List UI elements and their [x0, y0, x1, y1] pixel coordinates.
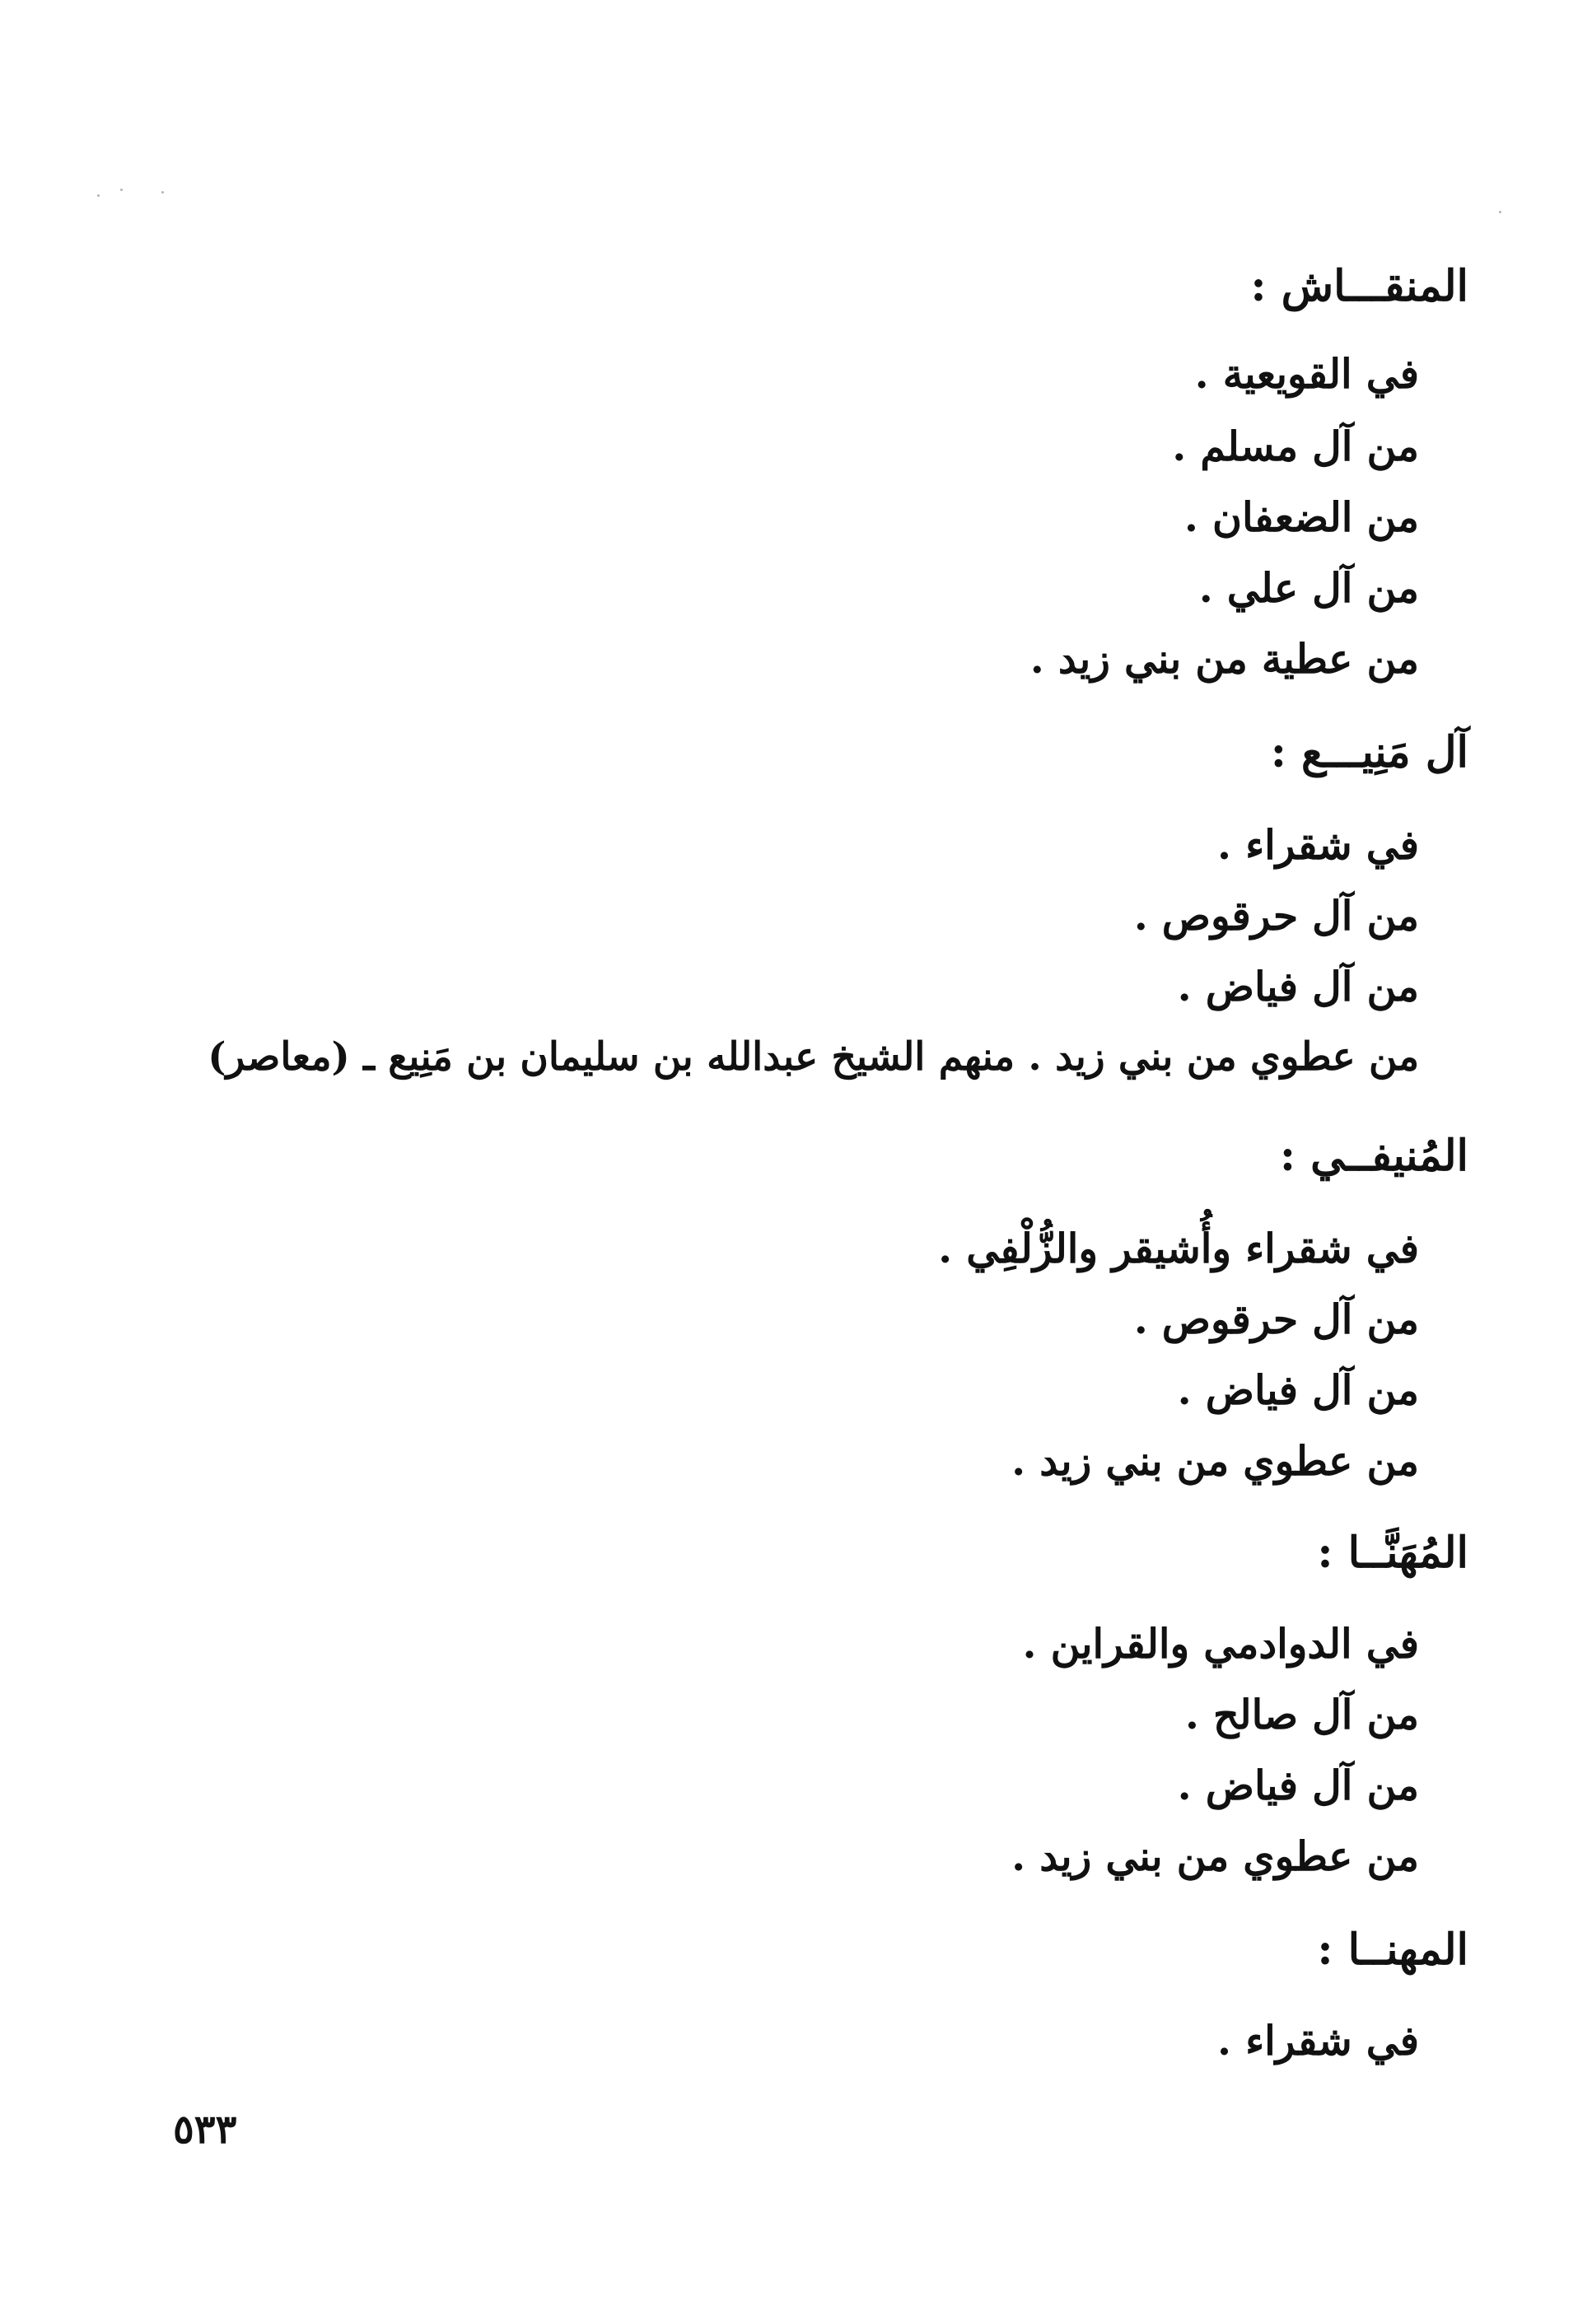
section-line: من الضعفان . — [1183, 493, 1419, 541]
scan-speck — [97, 194, 100, 197]
section-line: من عطية من بني زيد . — [1029, 635, 1419, 683]
section-line: من آل فياض . — [1177, 1366, 1419, 1414]
section-line: من آل علي . — [1198, 564, 1419, 612]
section-title-al-mani: آل مَنِيـــع : — [1270, 727, 1468, 777]
section-line: في الدوادمي والقراين . — [1022, 1620, 1419, 1668]
section-line: من عطوي من بني زيد . منهم الشيخ عبدالله بن سليمان بن مَنِيع ـ (معاصر) — [208, 1034, 1419, 1080]
scan-speck — [1499, 211, 1501, 213]
section-line: من آل صالح . — [1184, 1691, 1419, 1738]
section-title-manqash: المنقـــاش : — [1250, 261, 1468, 311]
section-line: في شقراء . — [1217, 2017, 1419, 2065]
section-line: في شقراء . — [1217, 821, 1419, 869]
scan-speck — [161, 191, 164, 194]
section-line: في شقراء وأُشيقر والزُّلْفِي . — [938, 1225, 1419, 1272]
section-title-muhana: المهنــا : — [1317, 1925, 1468, 1975]
scan-speck — [120, 189, 123, 191]
section-line: من آل حرقوص . — [1133, 892, 1419, 940]
section-line: من عطوي من بني زيد . — [1011, 1437, 1419, 1485]
section-line: من آل حرقوص . — [1133, 1295, 1419, 1343]
section-title-muhanna: المُهَنَّــا : — [1317, 1528, 1468, 1578]
section-line: في القويعية . — [1194, 350, 1419, 398]
section-line: من آل فياض . — [1177, 1762, 1419, 1809]
section-line: من آل فياض . — [1177, 963, 1419, 1010]
section-line: من آل مسلم . — [1172, 422, 1419, 470]
section-line: من عطوي من بني زيد . — [1011, 1832, 1419, 1880]
page-number: ٥٣٣ — [173, 2107, 237, 2153]
section-title-munifi: المُنيفــي : — [1279, 1131, 1468, 1181]
